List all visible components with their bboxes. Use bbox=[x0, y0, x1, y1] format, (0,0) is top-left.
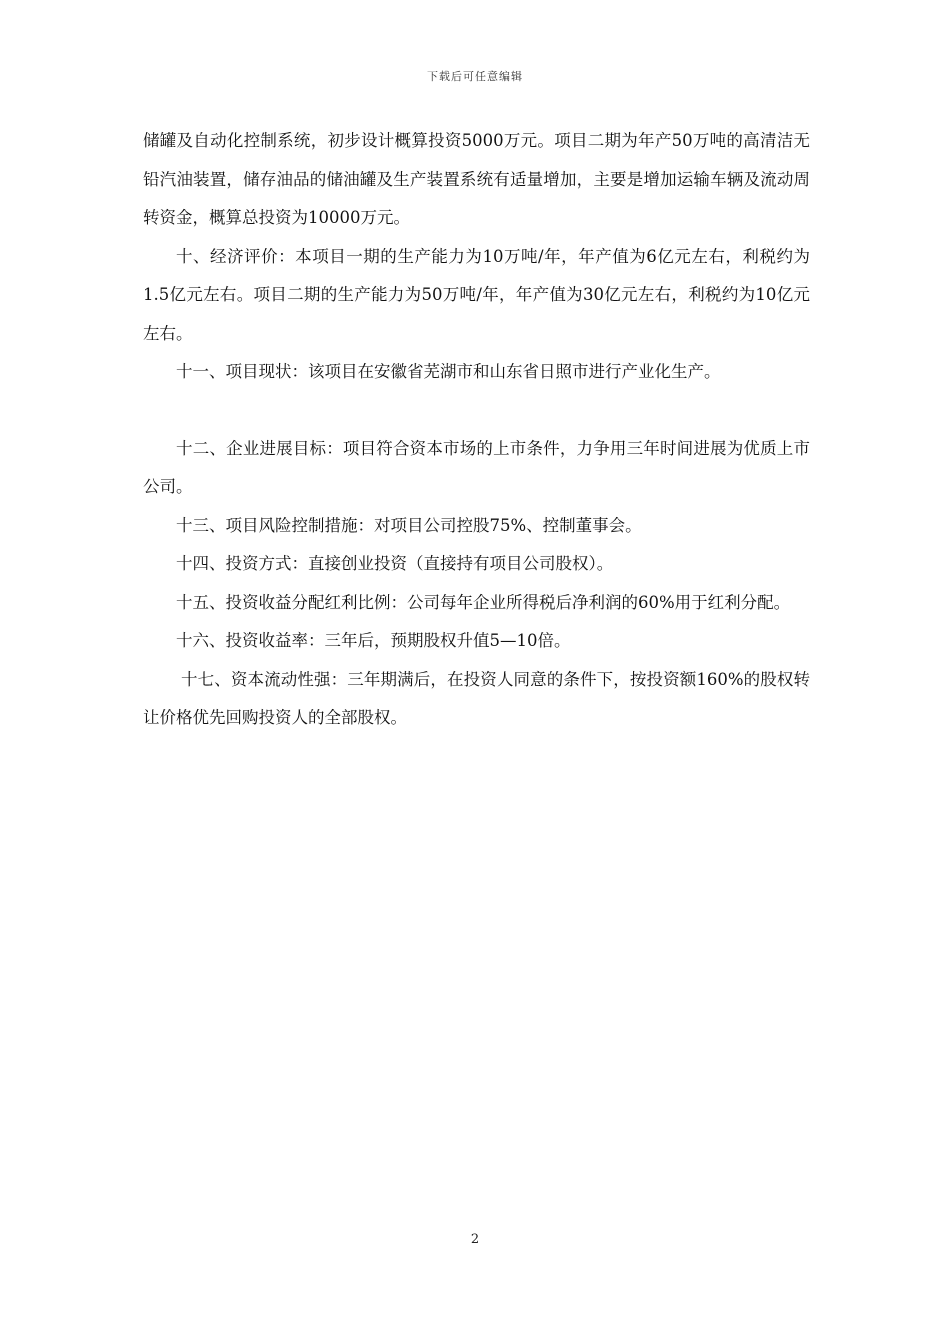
document-body bbox=[143, 122, 810, 738]
paragraph-capital-liquidity: 十七、资本流动性强：三年期满后，在投资人同意的条件下，按投资额160%的股权转让价格优先回购投资人的全部股权。 bbox=[143, 669, 810, 727]
paragraph-dividend-ratio: 十五、投资收益分配红利比例：公司每年企业所得税后净利润的60%用于红利分配。 bbox=[176, 592, 791, 612]
paragraph-economic-evaluation: 十、经济评价：本项目一期的生产能力为10万吨/年，年产值为6亿元左右，利税约为1.5亿元左右。项目二期的生产能力为50万吨/年，年产值为30亿元左右，利税约为10亿元左右。 bbox=[143, 246, 810, 343]
page-header: 下载后可任意编辑 bbox=[427, 70, 523, 83]
page-number: 2 bbox=[470, 1232, 480, 1247]
paragraph-risk-control: 十三、项目风险控制措施：对项目公司控股75%、控制董事会。 bbox=[176, 515, 642, 535]
paragraph-investment-continuation: 储罐及自动化控制系统，初步设计概算投资5000万元。项目二期为年产50万吨的高清洁无铅汽油装置，储存油品的储油罐及生产装置系统有适量增加，主要是增加运输车辆及流动周转资金，概算总投资为10000万元。 bbox=[143, 131, 810, 227]
paragraph-development-goal: 十二、企业进展目标：项目符合资本市场的上市条件，力争用三年时间进展为优质上市公司。 bbox=[143, 438, 810, 496]
paragraph-gap bbox=[143, 392, 810, 430]
paragraph-project-status: 十一、项目现状：该项目在安徽省芜湖市和山东省日照市进行产业化生产。 bbox=[176, 362, 721, 381]
paragraph-return-rate: 十六、投资收益率：三年后，预期股权升值5—10倍。 bbox=[176, 631, 571, 650]
paragraph-investment-method: 十四、投资方式：直接创业投资（直接持有项目公司股权）。 bbox=[176, 554, 614, 573]
